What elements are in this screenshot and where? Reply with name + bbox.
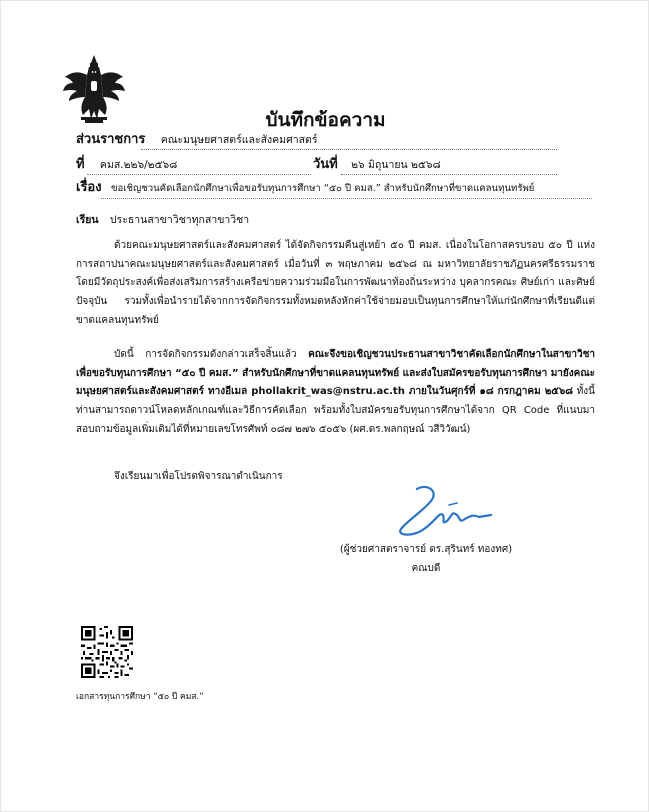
department-underline bbox=[141, 149, 557, 150]
date-value: ๒๖ มิถุนายน ๒๕๖๘ bbox=[351, 159, 441, 171]
date-field bbox=[313, 158, 441, 172]
date-underline bbox=[341, 174, 557, 175]
department-value: คณะมนุษยศาสตร์และสังคมศาสตร์ bbox=[160, 134, 318, 146]
paragraph-2-text-a: บัดนี้ การจัดกิจกรรมดังกล่าวเสร็จสิ้นแล้ว bbox=[114, 349, 309, 360]
paragraph-1-text: ด้วยคณะมนุษยศาสตร์และสังคมศาสตร์ ได้จัดกิจกรรมคืนสู่เหย้า ๕๐ ปี คมส. เนื่องในโอกาสครบรอบ ๕๐ ปี แห่งการสถาปนาคณะมนุษยศาสตร์และสังคมศาสตร์ เมื่อวันที่ ๓ พฤษภาคม ๒๕๖๘ ณ มหาวิทยาลัยราชภัฏนครศรีธรรมราช โดยมีวัตถุประสงค์เพื่อส่งเสริมการสร้างเครือข่ายความร่วมมือในการพัฒนาท้องถิ่นระหว่าง บุคลากรคณะ ศิษย์เก่า และศิษย์ปัจจุบัน รวมทั้งเพื่อนำรายได้จากการจัดกิจกรรมทั้งหมดหลังหักค่าใช้จ่ายมอบเป็นทุนการศึกษาให้แก่นักศึกษาที่เรียนดีแต่ขาดแคลนทุนทรัพย์ bbox=[76, 240, 595, 326]
reference-label: ที่ bbox=[76, 157, 85, 172]
date-label: วันที่ bbox=[313, 157, 338, 172]
paragraph-2-bold-text: คณะจึงขอเชิญชวนประธานสาขาวิชาคัดเลือกนักศึกษาในสาขาวิชา เพื่อขอรับทุนการศึกษา “๕๐ ปี คมส.” สำหรับนักศึกษาที่ขาดแคลนทุนทรัพย์ และส่งใบสมัครขอรับทุนการศึกษา มายังคณะมนุษยศาสตร์และสังคมศาสตร์ ทางอีเมล phollakrit_was@nstru.ac.th ภายในวันศุกร์ที่ ๑๘ กรกฎาคม ๒๕๖๘ bbox=[76, 349, 595, 398]
paragraph-2-text-b: ทั้งนี้ ท่านสามารถดาวน์โหลดหลักเกณฑ์และวิธีการคัดเลือก พร้อมทั้งใบสมัครขอรับทุนการศึกษาได้จาก QR Code ที่แนบมา สอบถามข้อมูลเพิ่มเติมได้ที่หมายเลขโทรศัพท์ ๐๘๗ ๒๗๖ ๕๐๕๖ (ผศ.ดร.พลกฤษณ์ วสีวิวัฒน์) bbox=[76, 386, 595, 435]
closing-line: จึงเรียนมาเพื่อโปรดพิจารณาดำเนินการ bbox=[114, 471, 283, 482]
subject-value: ขอเชิญชวนคัดเลือกนักศึกษาเพื่อขอรับทุนการศึกษา “๕๐ ปี คมส.” สำหรับนักศึกษาที่ขาดแคลนทุนทรัพย์ bbox=[110, 183, 535, 194]
reference-value: คมส.๒๒๖/๒๕๖๘ bbox=[99, 159, 178, 171]
department-label: ส่วนราชการ bbox=[76, 132, 146, 147]
recipient-line bbox=[76, 211, 249, 228]
reference-underline bbox=[87, 174, 311, 175]
body-paragraph-1 bbox=[76, 237, 595, 331]
subject-field bbox=[76, 181, 534, 196]
qr-code-icon[interactable] bbox=[81, 626, 133, 678]
body-paragraph-2 bbox=[76, 346, 595, 440]
subject-label: เรื่อง bbox=[76, 180, 102, 195]
signer-position: คณบดี bbox=[411, 563, 441, 574]
qr-caption: เอกสารทุนการศึกษา “๕๐ ปี คมส.” bbox=[76, 692, 204, 702]
recipient-value: ประธานสาขาวิชาทุกสาขาวิชา bbox=[109, 214, 250, 226]
recipient-label: เรียน bbox=[76, 214, 99, 226]
document-title: บันทึกข้อความ bbox=[265, 109, 386, 131]
reference-field bbox=[76, 158, 177, 172]
handwritten-signature bbox=[387, 481, 507, 541]
department-field bbox=[76, 133, 318, 147]
subject-underline bbox=[101, 198, 592, 199]
signer-name: (ผู้ช่วยศาสตราจารย์ ดร.สุรินทร์ ทองทศ) bbox=[339, 544, 513, 555]
